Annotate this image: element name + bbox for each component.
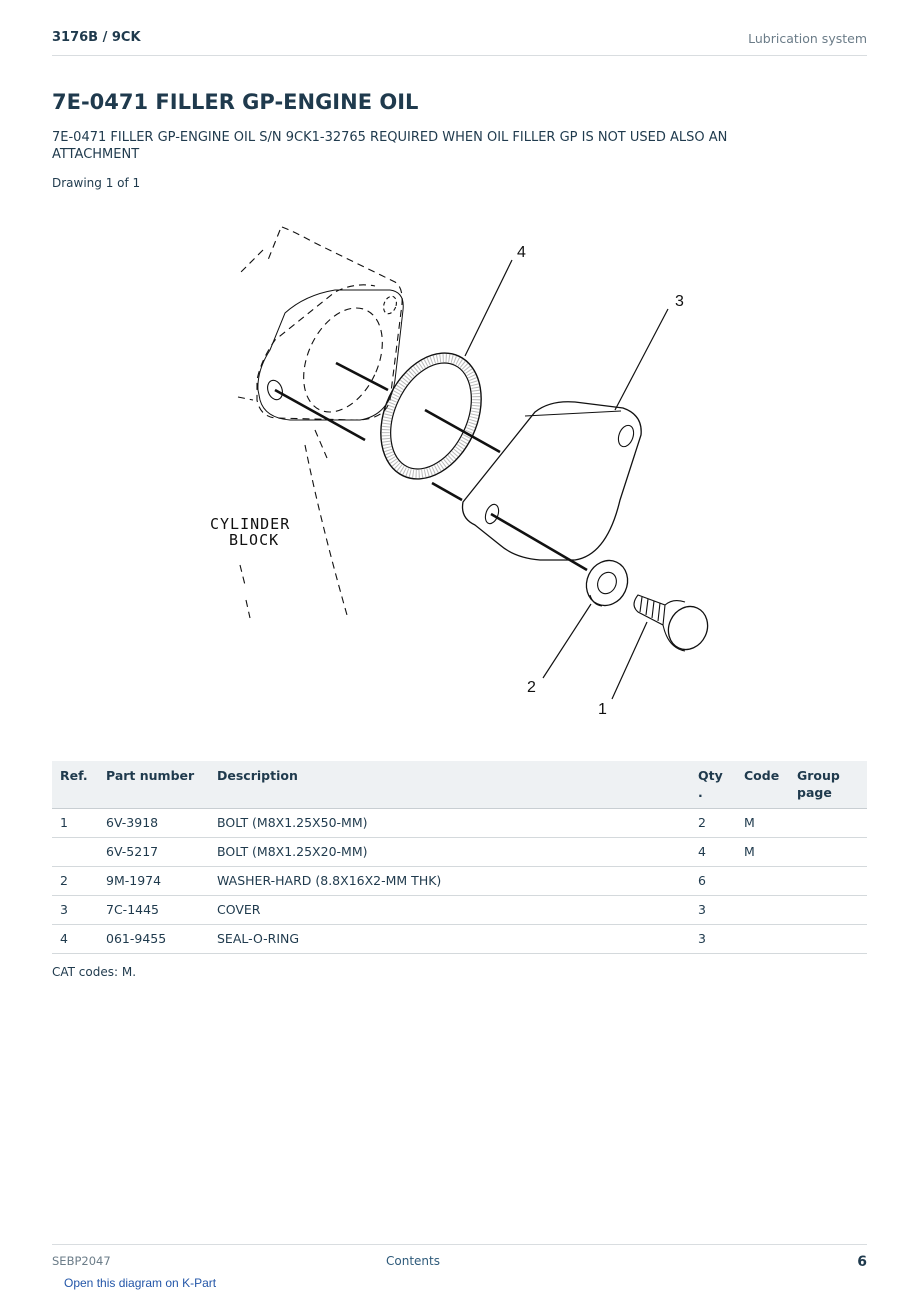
col-code: Code: [736, 761, 789, 809]
row-part-number: 061-9455: [98, 925, 209, 954]
row-group-page: [789, 867, 867, 896]
washer-part: [579, 554, 635, 613]
row-group-page: [789, 838, 867, 867]
row-code: [736, 867, 789, 896]
row-group-page: [789, 896, 867, 925]
page-number: 6: [857, 1254, 867, 1270]
row-ref: [52, 838, 98, 867]
callout-2: 2: [527, 679, 536, 696]
row-ref: 2: [52, 867, 98, 896]
section-label: Lubrication system: [748, 31, 867, 46]
row-group-page: [789, 925, 867, 954]
col-qty: Qty .: [690, 761, 736, 809]
cylinder-block-outline: [238, 227, 402, 618]
cover-part: [463, 402, 642, 560]
block-bolt-hole-2: [381, 294, 398, 315]
callout-3: 3: [675, 293, 684, 310]
table-row: [52, 896, 867, 925]
table-row: [52, 838, 867, 867]
row-qty: 4: [690, 838, 736, 867]
row-description: COVER: [209, 896, 690, 925]
row-ref: 4: [52, 925, 98, 954]
page-footer: [52, 1244, 867, 1275]
parts-table-header: [52, 761, 867, 809]
callout-leader-lines: [465, 260, 668, 699]
bolt-part: [634, 595, 715, 656]
parts-table: [52, 761, 867, 954]
row-ref: 1: [52, 809, 98, 838]
table-row: [52, 925, 867, 954]
group-description: 7E-0471 FILLER GP-ENGINE OIL S/N 9CK1-32765 REQUIRED WHEN OIL FILLER GP IS NOT USED ALSO AN ATTACHMENT: [52, 130, 728, 162]
callout-4: 4: [517, 244, 526, 261]
row-code: [736, 925, 789, 954]
row-part-number: 7C-1445: [98, 896, 209, 925]
cylinder-label: CYLINDER: [210, 515, 291, 533]
row-part-number: 6V-5217: [98, 838, 209, 867]
row-part-number: 6V-3918: [98, 809, 209, 838]
document-id: SEBP2047: [52, 1254, 111, 1268]
col-group-page: Group page: [789, 761, 867, 809]
cat-codes-note: CAT codes: M.: [52, 965, 137, 979]
table-row: [52, 809, 867, 838]
drawing-label: Drawing 1 of 1: [52, 176, 141, 190]
row-description: BOLT (M8X1.25X50-MM): [209, 809, 690, 838]
row-description: SEAL-O-RING: [209, 925, 690, 954]
callout-1: 1: [598, 701, 607, 718]
col-ref: Ref.: [52, 761, 98, 809]
col-description: Description: [209, 761, 690, 809]
page-title: 7E-0471 FILLER GP-ENGINE OIL: [52, 90, 419, 114]
contents-link[interactable]: Contents: [386, 1254, 440, 1268]
row-code: M: [736, 838, 789, 867]
exploded-parts-diagram: [195, 220, 725, 720]
row-description: WASHER-HARD (8.8X16X2-MM THK): [209, 867, 690, 896]
seal-o-ring-part: [361, 337, 500, 496]
page-header: [52, 28, 867, 56]
row-code: [736, 896, 789, 925]
col-part-number: Part number: [98, 761, 209, 809]
row-qty: 6: [690, 867, 736, 896]
row-part-number: 9M-1974: [98, 867, 209, 896]
block-label: BLOCK: [229, 531, 280, 549]
row-qty: 2: [690, 809, 736, 838]
row-ref: 3: [52, 896, 98, 925]
row-qty: 3: [690, 896, 736, 925]
table-row: [52, 867, 867, 896]
kpart-link[interactable]: Open this diagram on K-Part: [64, 1276, 217, 1290]
row-description: BOLT (M8X1.25X20-MM): [209, 838, 690, 867]
model-label: 3176B / 9CK: [52, 30, 141, 45]
row-qty: 3: [690, 925, 736, 954]
row-code: M: [736, 809, 789, 838]
row-group-page: [789, 809, 867, 838]
